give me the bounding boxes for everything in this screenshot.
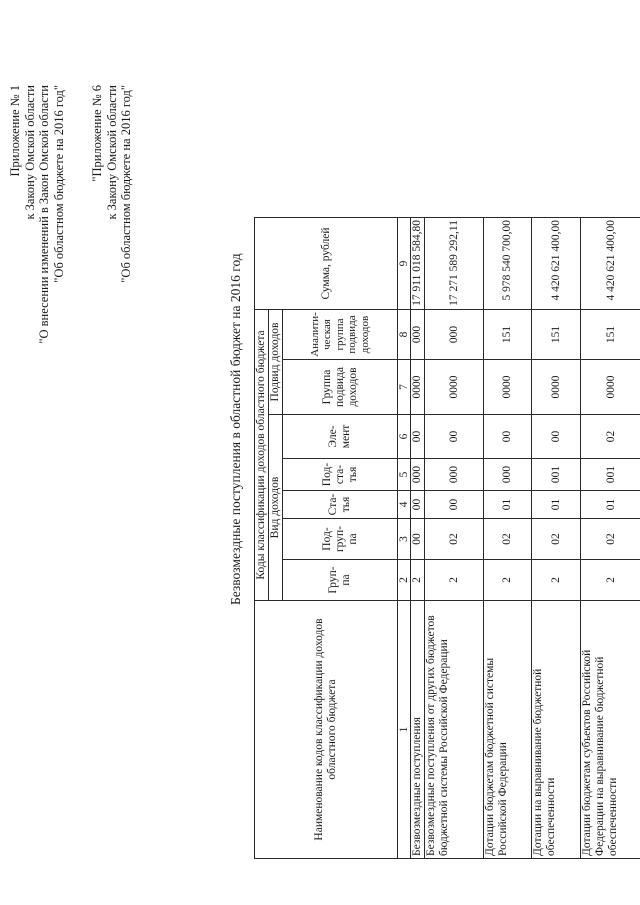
code-statya: 00 [411,491,425,519]
code-podstatya: 001 [581,459,640,491]
column-header-gruppa: Груп-па [283,560,398,601]
row-name: Дотации бюджетам субъектов Российской Федерации на выравнивание бюджетной обеспеченности [581,601,640,859]
column-header-name: Наименование кодов классификации доходов областного бюджета [255,601,398,859]
code-analiticheskaya: 151 [532,310,581,360]
column-header-vid: Вид доходов [269,415,283,601]
table-row [425,218,484,859]
original-appendix-header [90,85,134,283]
code-element: 00 [425,415,484,459]
column-header-codes: Коды классификации доходов областного бюджета [255,310,269,601]
code-gruppa-podvida: 0000 [484,360,532,415]
row-name: Дотации на выравнивание бюджетной обеспеченности [532,601,581,859]
code-gruppa: 2 [532,560,581,601]
appendix-law-ref: к Закону Омской области [22,85,37,220]
code-analiticheskaya: 000 [425,310,484,360]
column-number: 3 [398,519,411,560]
column-number: 6 [398,415,411,459]
code-podgruppa: 02 [581,519,640,560]
code-podgruppa: 02 [532,519,581,560]
row-name: Дотации бюджетам бюджетной системы Российской Федерации [484,601,532,859]
column-header-analiticheskaya: Аналити-ческая группа подвида доходов [283,310,398,360]
column-header-podgruppa: Под-груп-па [283,519,398,560]
row-sum: 5 978 540 700,00 [484,218,532,310]
code-podstatya: 000 [425,459,484,491]
code-statya: 01 [484,491,532,519]
code-element: 00 [411,415,425,459]
column-number: 8 [398,310,411,360]
column-number: 9 [398,218,411,310]
code-element: 00 [484,415,532,459]
code-analiticheskaya: 151 [484,310,532,360]
page-title: Безвозмездные поступления в областной бюджет на 2016 год [228,253,243,605]
code-statya: 00 [425,491,484,519]
code-statya: 01 [532,491,581,519]
column-header-element: Эле-мент [283,415,398,459]
code-podstatya: 000 [484,459,532,491]
column-number: 2 [398,560,411,601]
original-appendix-budget-ref: "Об областном бюджете на 2016 год" [119,85,133,283]
table-row [532,218,581,859]
column-numbers-row [398,218,411,859]
revenue-table [254,217,640,859]
code-statya: 01 [581,491,640,519]
code-gruppa: 2 [425,560,484,601]
code-gruppa-podvida: 0000 [425,360,484,415]
code-podgruppa: 02 [484,519,532,560]
appendix-number: Приложение № 1 [8,85,22,177]
row-sum: 17 271 589 292,11 [425,218,484,310]
code-gruppa-podvida: 0000 [581,360,640,415]
original-appendix-number: "Приложение № 6 [90,85,104,182]
code-element: 00 [532,415,581,459]
code-element: 02 [581,415,640,459]
column-number: 7 [398,360,411,415]
code-gruppa: 2 [411,560,425,601]
table-row [581,218,640,859]
column-header-podvid: Подвид доходов [269,310,283,415]
code-podgruppa: 02 [425,519,484,560]
column-header-statya: Ста-тья [283,491,398,519]
code-gruppa: 2 [484,560,532,601]
column-header-sum: Сумма, рублей [255,218,398,310]
code-gruppa-podvida: 0000 [532,360,581,415]
row-name: Безвозмездные поступления от других бюджетов бюджетной системы Российской Федерации [425,601,484,859]
row-sum: 17 911 018 584,80 [411,218,425,310]
row-sum: 4 420 621 400,00 [581,218,640,310]
code-gruppa-podvida: 0000 [411,360,425,415]
appendix-header [8,85,66,344]
table-row [484,218,532,859]
appendix-law-title: "О внесении изменений в Закон Омской области [37,85,51,344]
table-row [411,218,425,859]
code-analiticheskaya: 151 [581,310,640,360]
column-header-gruppa-podvida: Группа подвида доходов [283,360,398,415]
column-number: 4 [398,491,411,519]
row-sum: 4 420 621 400,00 [532,218,581,310]
column-number: 5 [398,459,411,491]
code-podgruppa: 00 [411,519,425,560]
column-number: 1 [398,601,411,859]
code-gruppa: 2 [581,560,640,601]
code-podstatya: 000 [411,459,425,491]
original-appendix-law-ref: к Закону Омской области [104,85,119,220]
column-header-podstatya: Под-ста-тья [283,459,398,491]
code-analiticheskaya: 000 [411,310,425,360]
code-podstatya: 001 [532,459,581,491]
row-name: Безвозмездные поступления [411,601,425,859]
appendix-budget-ref: "Об областном бюджете на 2016 год" [51,85,66,283]
